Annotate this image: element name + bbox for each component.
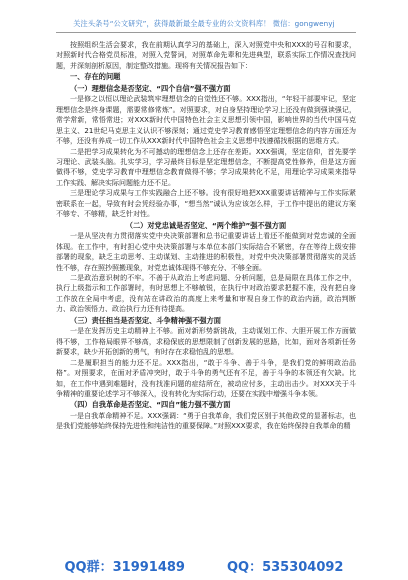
body-paragraph: 一是自我革命精神不足。XXX强调：“勇于自我革命，我们党区别于其他政党的显著标志，也是我们党能够始终保持先进性和纯洁性的重要保障。”对照XXX要求，我在始终保持自我革命的精 (56, 411, 356, 431)
footer-contact (0, 556, 408, 575)
document-body (56, 40, 356, 432)
section-heading: 一、存在的问题 (70, 72, 121, 82)
body-paragraph: 一是在发挥历史主动精神上不够。面对新形势新挑战，主动谋划工作、大胆开展工作方面做得不够，工作格局眼界不够高，求稳保底的思想限制了创新发展的思路，比如，面对各项新任务新要求，缺少开拓创新的勇气，有时存在求稳怕乱的思想。 (56, 327, 356, 357)
body-paragraph: 三是理论学习成果与工作实践融合上还不够。没有很好地把XXX重要讲话精神与工作实际紧密联系在一起，导致有时会凭经验办事，“想当然”诚认为应该怎么样，于工作中提出的建议方案不够专、不够精，缺乏针对性。 (56, 189, 356, 219)
body-paragraph: 一是修之以恒以理论武装筑牢理想信念的自觉性还不够。XXX指出，“年轻干部要牢记，坚定理想信念是终身课题，需要常修常炼”。对照要求，对自身坚持理论学习上还没有做到强读强记，常学常新，常悟常进；对XXX新时代中国特色社会主义思想引领中国，影响世界的当代中国马克思主义、21世纪马克思主义认识不够深刻；通过党史学习教育感悟坚定理想信念的内容方面还为不够，还没有养成一切工作从XXX新时代中国特色社会主义思想中找遵循找根据的思维方式。 (56, 95, 356, 146)
body-paragraph: 一是从坚决有力贯彻落实党中央决策部署和总书记重要讲话上看还不能做到对党忠诚的全面体现。在工作中，有时担心党中央决策部署与本单位本部门实际结合不紧密，存在等待上级安排部署的现象，缺乏主动思考、主动谋划、主动推进的积极性，对党中央决策部署贯彻落实的灵活性不够，存在照抄照搬现象，对党忠诚体现得不够充分、不够全面。 (56, 232, 356, 272)
body-paragraph: 二是政治意识树的不牢。不善于从政治上考虑问题、分析问题，总是局限在具体工作之中，执行上级指示和工作部署时，有时思想上不够敏锐，在执行中对政治要求把握不准，没有把自身工作放在全局中考虑，没有站在讲政治的高度上来考量和审视自身工作的政治内涵，政治判断力、政治领悟力、政治执行力还有待提高。 (56, 273, 356, 314)
header-divider (56, 32, 356, 33)
intro-paragraph: 按照组织生活会要求，我在前期认真学习的基础上，深入对照党中央和XXX的号召和要求，对照新时代合格党员标准，对照入党誓词，对照革命先辈和先进典型，联系实际工作情况查找问题，并深刻剖析原因，制定整改措施。现将有关情况报告如下： (56, 41, 356, 70)
header-banner: 关注头条号“公文研究”，获得最新最全最专业的公文资料库！ 微信：gongwenyj (73, 19, 335, 28)
subsection-heading: （二）对党忠诚是否坚定、“两个维护”强不强方面 (125, 220, 287, 230)
subsection-heading: （一）理想信念是否坚定、“四个自信”强不强方面 (70, 83, 231, 93)
subsection-heading: （三）责任担当是否坚定、斗争精神强不强方面 (70, 315, 221, 325)
body-paragraph: 二是履职担当的能力还不足。XXX指出，“敢于斗争、善于斗争，是我们党的鲜明政治品格”。对照要求，在面对矛盾冲突时，敢于斗争的勇气还有不足，善于斗争的本领还有欠缺。比如，在工作中遇到难题时，没有找准问题的症结所在，被动应付多，主动出击少。对XXX关于斗争精神的重要论述学习不够深入，没有转化为实际行动，还要在实践中增强斗争本领。 (56, 358, 356, 398)
qq-number-text: QQ：535304092 (226, 560, 344, 575)
qq-group-text: QQ群：31991489 (64, 560, 185, 575)
body-paragraph: 二是把学习成果转化为不可撼动的理想信念上还存在差距。XXX强调，坚定信仰，首先要学习理论、武装头脑。扎实学习，学习最终目标是坚定理想信念，不断提高党性修养，但是这方面做得不够，党史学习教育中理想信念教育做得不够；学习成果转化不足，用理论学习成果来指导工作实践、解决实际问题能力还不足。 (56, 147, 356, 187)
subsection-heading: （四）自我革命是否坚定、“四自”能力强不强方面 (70, 400, 231, 410)
